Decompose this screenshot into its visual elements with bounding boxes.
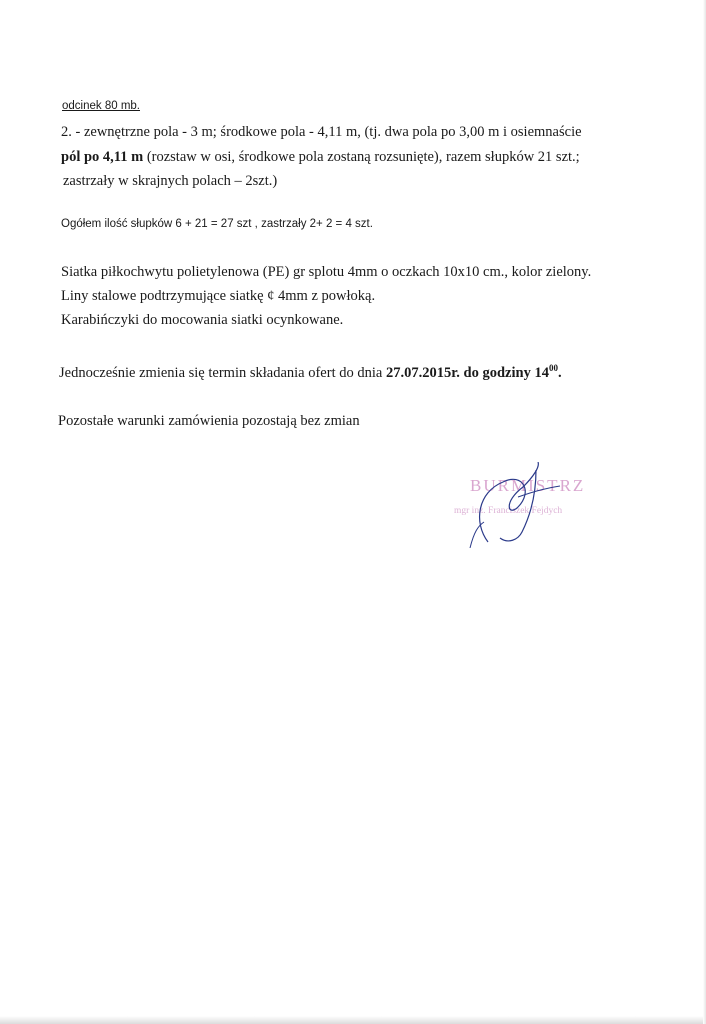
handwritten-signature: [448, 462, 608, 548]
closing-statement: Pozostałe warunki zamówienia pozostają bez zmian: [58, 413, 360, 429]
mesh-spec-line-2: Liny stalowe podtrzymujące siatkę ¢ 4mm z powłoką.: [61, 288, 376, 304]
total-count-line: Ogółem ilość słupków 6 + 21 = 27 szt , zastrzały 2+ 2 = 4 szt.: [61, 218, 373, 230]
deadline-text: Jednocześnie zmienia się termin składania ofert do dnia: [59, 365, 386, 381]
deadline-line: [59, 363, 562, 382]
mayor-stamp-title: BURMISTRZ: [470, 476, 586, 495]
paragraph-2-line-1: 2. - zewnętrzne pola - 3 m; środkowe pola - 4,11 m, (tj. dwa pola po 3,00 m i osiemnaście: [61, 124, 582, 140]
paragraph-2-line-2-rest: (rozstaw w osi, środkowe pola zostaną rozsunięte), razem słupków 21 szt.;: [143, 149, 580, 165]
mayor-stamp-name: mgr inż. Franciszek Fejdych: [454, 506, 563, 516]
scan-bottom-edge: [0, 1016, 706, 1024]
paragraph-2-line-3: zastrzały w skrajnych polach – 2szt.): [63, 173, 278, 189]
section-fragment: odcinek 80 mb.: [62, 100, 140, 112]
bold-phrase: pól po 4,11 m: [61, 149, 144, 165]
mesh-spec-line-1: Siatka piłkochwytu polietylenowa (PE) gr splotu 4mm o oczkach 10x10 cm., kolor zielony.: [61, 264, 592, 280]
paragraph-2-line-2: [61, 149, 580, 166]
deadline-superscript: 00: [548, 363, 558, 373]
mesh-spec-line-3: Karabińczyki do mocowania siatki ocynkowane.: [61, 312, 344, 328]
deadline-date: 27.07.2015r. do godziny $14^{00}$.: [385, 363, 562, 381]
